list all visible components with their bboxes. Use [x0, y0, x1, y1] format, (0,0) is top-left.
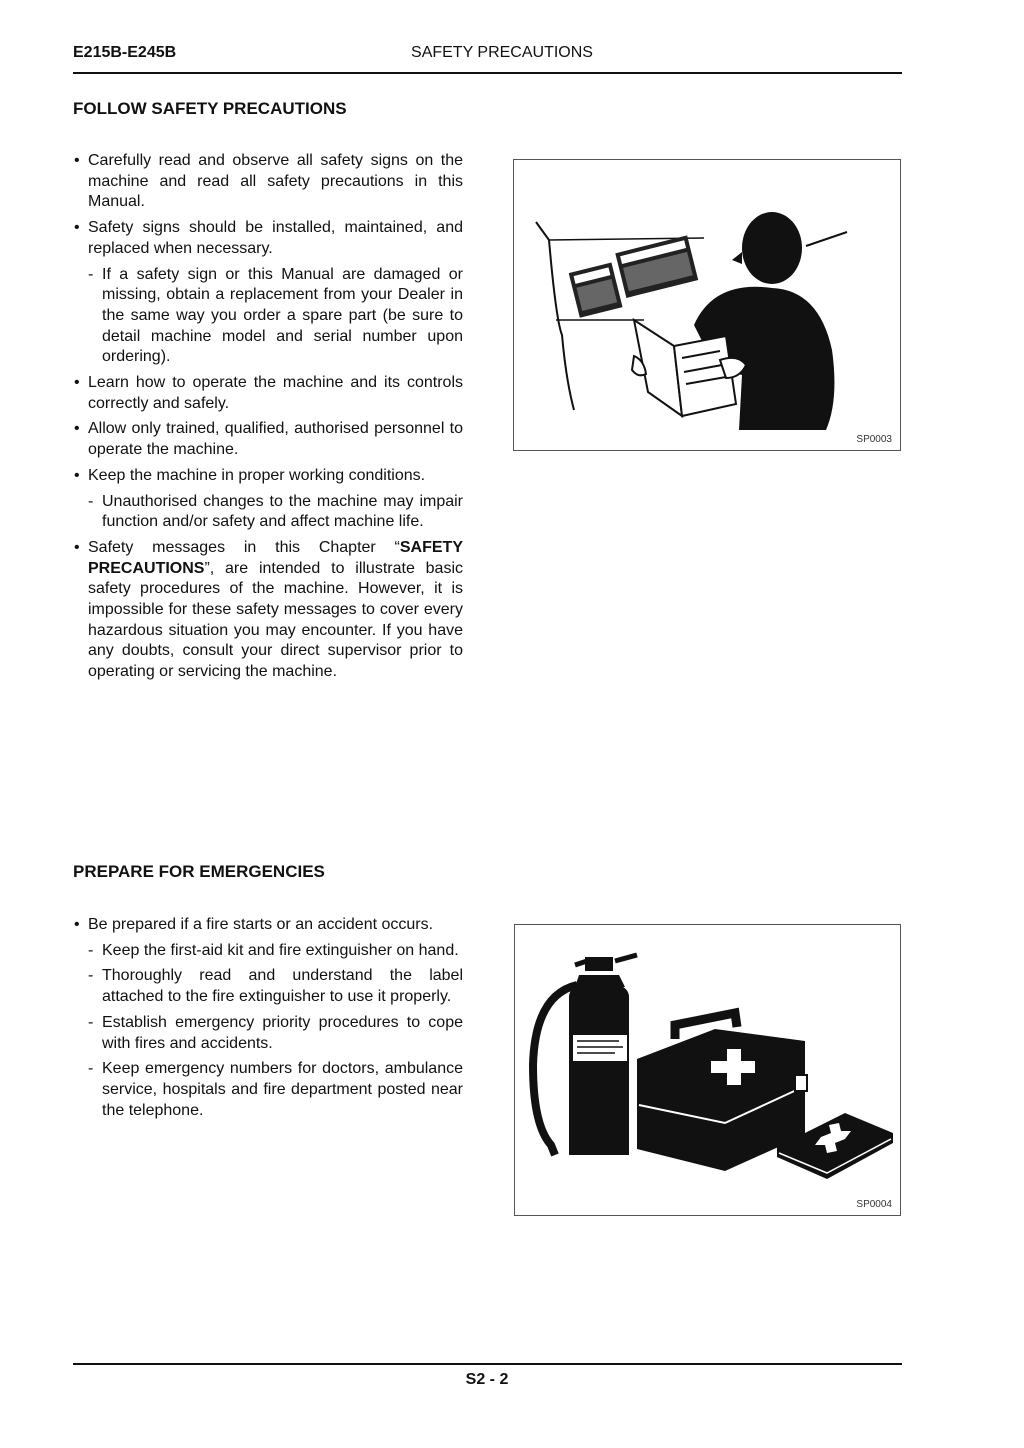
list-item: • Allow only trained, qualified, authorised personnel to operate the machine.	[73, 419, 463, 460]
list-item: • Learn how to operate the machine and its controls correctly and safely.	[73, 373, 463, 414]
page-number: S2 - 2	[465, 1371, 509, 1388]
list-item: • Safety messages in this Chapter “SAFETY PRECAUTIONS”, are intended to illustrate basic safety procedures of the machine. However, it is impossible for these safety messages to cover every hazardous situation you may encounter. If you have any doubts, consult your direct supervisor prior to operating or servicing the machine.	[73, 538, 463, 683]
list-subitem: - Keep the first-aid kit and fire extinguisher on hand.	[73, 941, 463, 962]
header-section-title: SAFETY PRECAUTIONS	[411, 44, 593, 61]
operator-reading-manual-illustration	[514, 160, 900, 450]
section-title-follow-safety: FOLLOW SAFETY PRECAUTIONS	[73, 99, 347, 118]
figure-code: SP0004	[856, 1199, 892, 1210]
footer-divider	[73, 1363, 902, 1365]
fire-extinguisher-first-aid-illustration	[515, 925, 900, 1215]
figure-extinguisher-first-aid	[514, 924, 901, 1216]
list-item: • Keep the machine in proper working conditions.	[73, 466, 463, 487]
header-divider	[73, 72, 902, 74]
section-title-prepare-emergencies: PREPARE FOR EMERGENCIES	[73, 862, 325, 881]
list-item: • Be prepared if a fire starts or an accident occurs.	[73, 915, 463, 936]
header-model: E215B-E245B	[73, 44, 177, 61]
safety-precautions-list	[73, 151, 463, 688]
list-subitem: - Unauthorised changes to the machine may impair function and/or safety and affect machine life.	[73, 492, 463, 533]
list-subitem: - Establish emergency priority procedures to cope with fires and accidents.	[73, 1013, 463, 1054]
list-subitem: - If a safety sign or this Manual are damaged or missing, obtain a replacement from your Dealer in the same way you order a spare part (be sure to detail machine model and serial number upon ordering).	[73, 265, 463, 369]
figure-operator-reading-manual	[513, 159, 901, 451]
list-subitem: - Keep emergency numbers for doctors, ambulance service, hospitals and fire department posted near the telephone.	[73, 1059, 463, 1121]
list-item: • Safety signs should be installed, maintained, and replaced when necessary.	[73, 218, 463, 259]
figure-code: SP0003	[856, 434, 892, 445]
emergency-list	[73, 915, 463, 1126]
bold-chapter-name: SAFETY PRECAUTIONS	[88, 538, 463, 577]
list-subitem: - Thoroughly read and understand the label attached to the fire extinguisher to use it properly.	[73, 966, 463, 1007]
list-item: • Carefully read and observe all safety signs on the machine and read all safety precautions in this Manual.	[73, 151, 463, 213]
